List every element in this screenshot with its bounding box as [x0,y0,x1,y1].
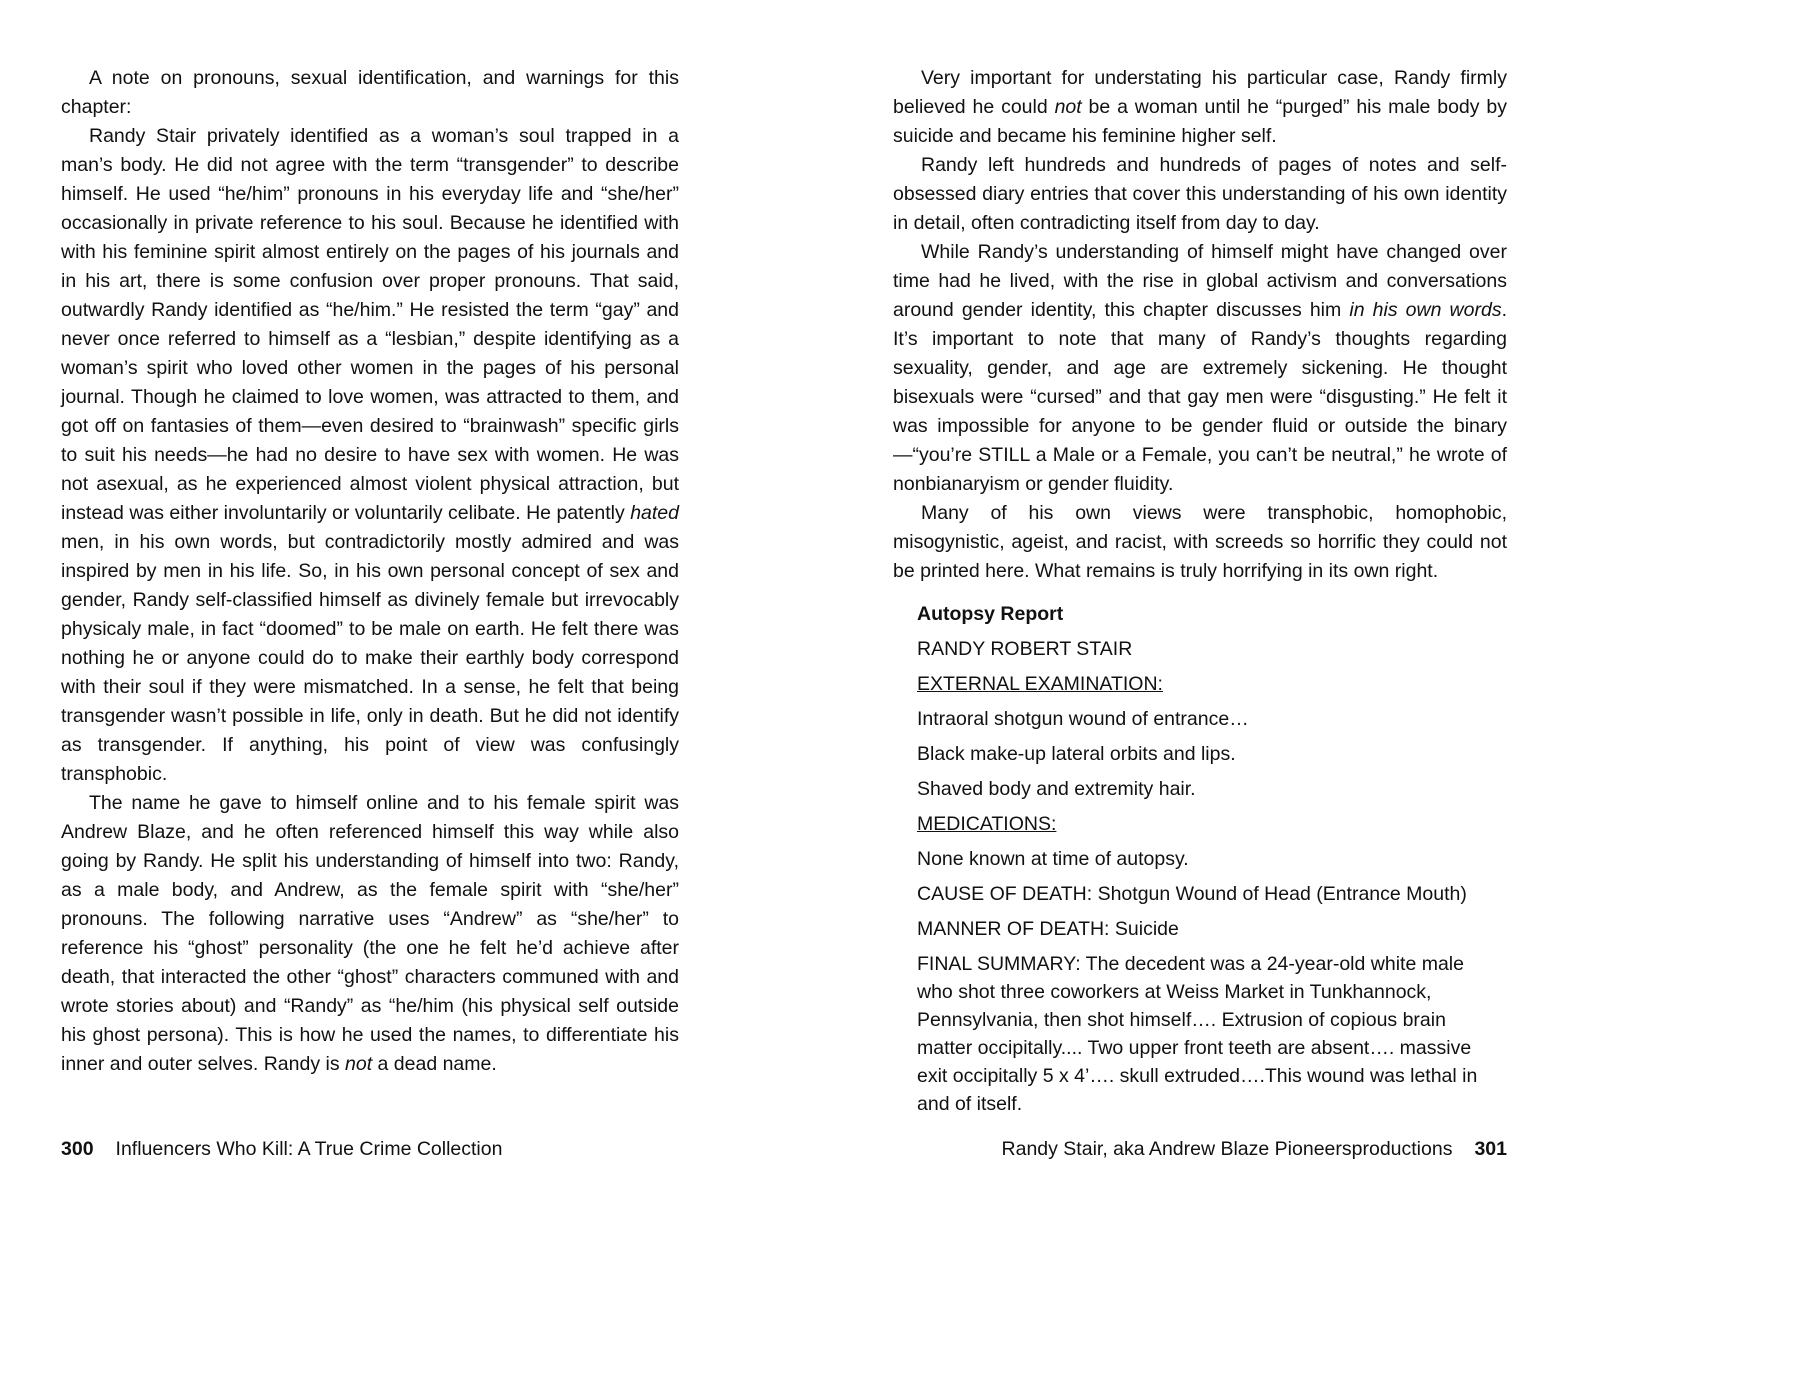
text-run: Very important for understating his particular case, Randy firmly believed he could [893,67,1507,118]
text-run: A note on pronouns, sexual identification, and warnings for this chapter: [61,67,679,118]
paragraph [61,122,679,789]
autopsy-line: RANDY ROBERT STAIR [917,638,1133,660]
text-run: a dead name. [372,1053,497,1075]
paragraph [893,64,1507,151]
left-page-footer [61,1137,502,1161]
paragraph [61,64,679,122]
autopsy-line: MEDICATIONS: [917,813,1057,835]
italic-text-run: not [345,1053,373,1075]
autopsy-line: MANNER OF DEATH: Suicide [917,918,1179,940]
autopsy-line: Intraoral shotgun wound of entrance… [917,708,1249,730]
autopsy-line: Black make-up lateral orbits and lips. [917,743,1236,765]
text-run: Randy left hundreds and hundreds of pages of notes and self-obsessed diary entries that cover this understanding of his own identity in detail, often contradicting itself from day to day. [893,154,1507,234]
autopsy-line: Autopsy Report [917,603,1064,625]
text-run: . It’s important to note that many of Randy’s thoughts regarding sexuality, gender, and age are extremely sickening. He thought bisexuals were “cursed” and that gay men were “disgusting.” He felt it was impossible for anyone to be gender fluid or outside the binary—“you’re STILL a Male or a Female, you can’t be neutral,” he wrote of nonbianaryism or gender fluidity. [893,299,1507,495]
right-page-text [893,64,1507,586]
text-run: men, in his own words, but contradictorily mostly admired and was inspired by men in his life. So, in his own personal concept of sex and gender, Randy self-classified himself as divinely female but irrevocably physicaly male, in fact “doomed” to be male on earth. He felt there was nothing he or anyone could do to make their earthly body correspond with their soul if they were mismatched. In a sense, he felt that being transgender wasn’t possible in life, only in death. But he did not identify as transgender. If anything, his point of view was confusingly transphobic. [61,531,679,785]
italic-text-run: in his own words [1349,299,1502,321]
right-page-number: 301 [1474,1138,1507,1160]
text-run: be a woman until he “purged” his male body by suicide and became his feminine higher self. [893,96,1507,147]
right-footer-title: Randy Stair, aka Andrew Blaze Pioneersproductions [1001,1138,1453,1160]
text-run: Many of his own views were transphobic, homophobic, misogynistic, ageist, and racist, with screeds so horrific they could not be printed here. What remains is truly horrifying in its own right. [893,502,1507,582]
italic-text-run: hated [630,502,679,524]
left-page-text [61,64,679,1079]
autopsy-line: FINAL SUMMARY: The decedent was a 24-year-old white male who shot three coworkers at Weiss Market in Tunkhannock, Pennsylvania, then shot himself…. Extrusion of copious brain matter occipitally.... Two upper front teeth are absent…. massive exit occipitally 5 x 4’…. skull extruded….This wound was lethal in and of itself. [917,953,1478,1115]
left-page-number: 300 [61,1138,94,1160]
paragraph [893,238,1507,499]
text-run: While Randy’s understanding of himself might have changed over time had he lived, with the rise in global activism and conversations around gender identity, this chapter discusses him [893,241,1507,321]
autopsy-report [917,600,1505,1118]
paragraph [893,151,1507,238]
autopsy-line: CAUSE OF DEATH: Shotgun Wound of Head (Entrance Mouth) [917,883,1467,905]
autopsy-line: EXTERNAL EXAMINATION: [917,673,1163,695]
italic-text-run: not [1054,96,1082,118]
paragraph [893,499,1507,586]
paragraph [61,789,679,1079]
left-footer-title: Influencers Who Kill: A True Crime Collection [115,1138,503,1160]
autopsy-line: None known at time of autopsy. [917,848,1189,870]
right-page [893,64,1507,1125]
autopsy-line: Shaved body and extremity hair. [917,778,1196,800]
right-page-footer [893,1137,1507,1161]
text-run: Randy Stair privately identified as a woman’s soul trapped in a man’s body. He did not agree with the term “transgender” to describe himself. He used “he/him” pronouns in his everyday life and “she/her” occasionally in private reference to his soul. Because he identified with with his feminine spirit almost entirely on the pages of his journals and in his art, there is some confusion over proper pronouns. That said, outwardly Randy identified as “he/him.” He resisted the term “gay” and never once referred to himself as a “lesbian,” despite identifying as a woman’s spirit who loved other women in the pages of his personal journal. Though he claimed to love women, was attracted to them, and got off on fantasies of them—even desired to “brainwash” specific girls to suit his needs—he had no desire to have sex with women. He was not asexual, as he experienced almost violent physical attraction, but instead was either involuntarily or voluntarily celibate. He patently [61,125,679,524]
text-run: The name he gave to himself online and to his female spirit was Andrew Blaze, and he often referenced himself this way while also going by Randy. He split his understanding of himself into two: Randy, as a male body, and Andrew, as the female spirit with “she/her” pronouns. The following narrative uses “Andrew” as “she/her” to reference his “ghost” personality (the one he felt he’d achieve after death, that interacted the other “ghost” characters communed with and wrote stories about) and “Randy” as “he/him (his physical self outside his ghost persona). This is how he used the names, to differentiate his inner and outer selves. Randy is [61,792,679,1075]
